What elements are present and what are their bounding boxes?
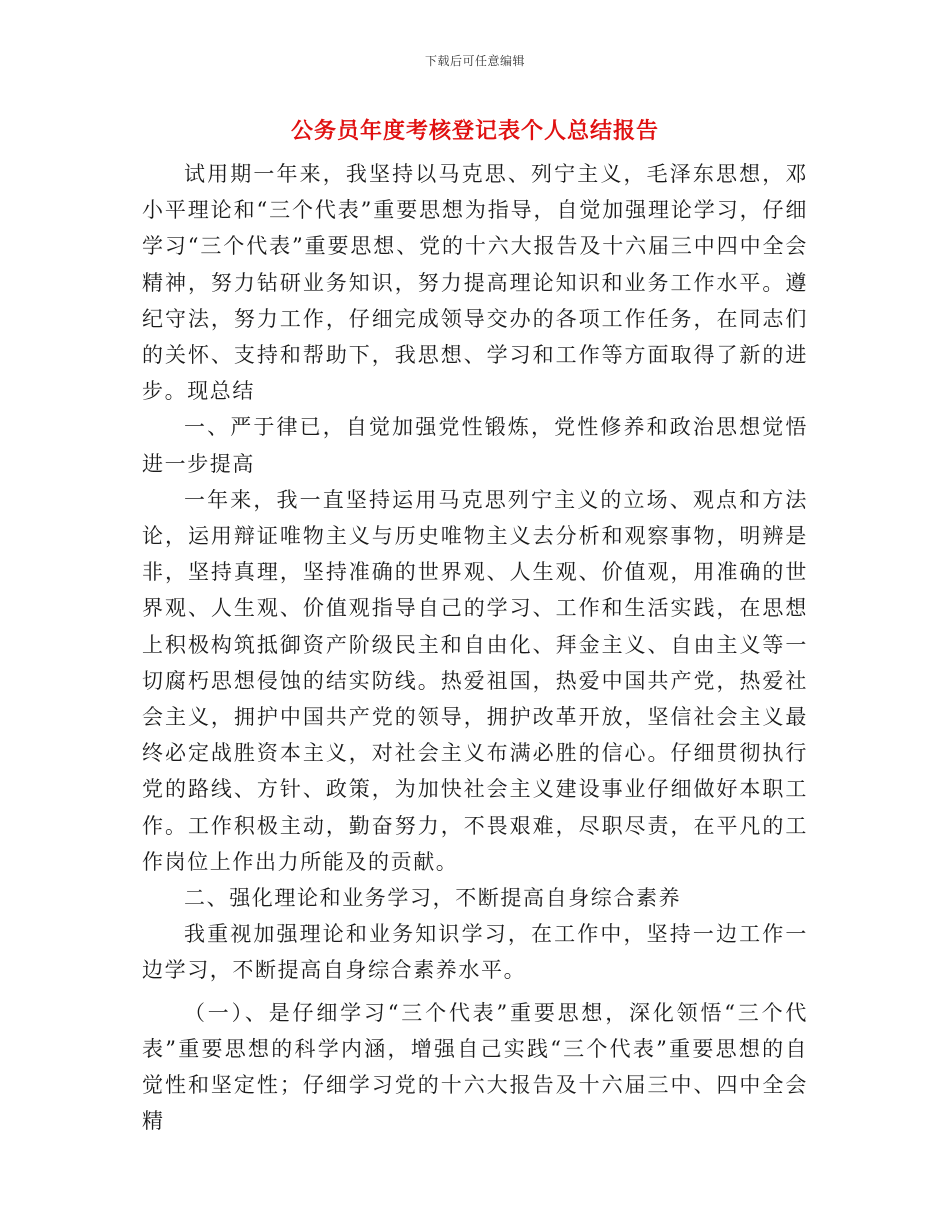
section-heading-2: 二、强化理论和业务学习，不断提高自身综合素养 [184, 886, 682, 911]
paragraph-section-1: 一年来，我一直坚持运用马克思列宁主义的立场、观点和方法论，运用辩证唯物主义与历史唯物主义去分析和观察事物，明辨是非，坚持真理，坚持准确的世界观、人生观、价值观，用准确的世界观、人生观、价值观指导自己的学习、工作和生活实践，在思想上积极构筑抵御资产阶级民主和自由化、拜金主义、自由主义等一切腐朽思想侵蚀的结实防线。热爱祖国，热爱中国共产党，热爱社会主义，拥护中国共产党的领导，拥护改革开放，坚信社会主义最终必定战胜资本主义，对社会主义布满必胜的信心。仔细贯彻执行党的路线、方针、政策，为加快社会主义建设事业仔细做好本职工作。工作积极主动，勤奋努力，不畏艰难，尽职尽责，在平凡的工作岗位上作出力所能及的贡献。 [142, 487, 808, 874]
paragraph-section-2: 我重视加强理论和业务知识学习，在工作中，坚持一边工作一边学习，不断提高自身综合素养水平。 [142, 922, 808, 983]
paragraph-subsection-1: （一）、是仔细学习“三个代表”重要思想，深化领悟“三个代表”重要思想的科学内涵，增强自己实践“三个代表”重要思想的自觉性和坚定性；仔细学习党的十六大报告及十六届三中、四中全会精 [142, 1000, 808, 1134]
paragraph-intro: 试用期一年来，我坚持以马克思、列宁主义，毛泽东思想，邓小平理论和“三个代表”重要思想为指导，自觉加强理论学习，仔细学习“三个代表”重要思想、党的十六大报告及十六届三中四中全会精神，努力钻研业务知识，努力提高理论知识和业务工作水平。遵纪守法，努力工作，仔细完成领导交办的各项工作任务，在同志们的关怀、支持和帮助下，我思想、学习和工作等方面取得了新的进步。现总结 [142, 162, 808, 404]
document-title: 公务员年度考核登记表个人总结报告 [290, 119, 659, 144]
document-body [142, 156, 808, 1139]
header-note: 下载后可任意编辑 [424, 54, 525, 68]
section-heading-1: 一、严于律已，自觉加强党性锻炼，党性修养和政治思想觉悟进一步提高 [142, 415, 808, 476]
